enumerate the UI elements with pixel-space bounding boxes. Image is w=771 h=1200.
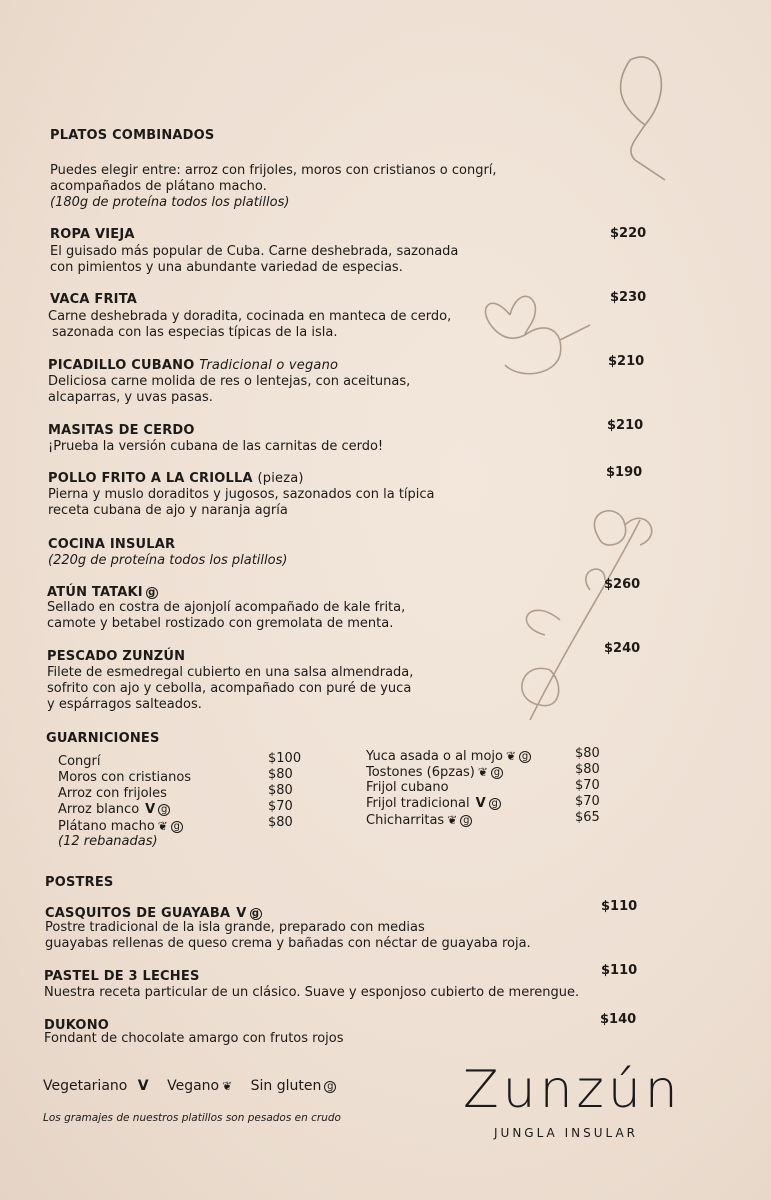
gluten-free-icon: g <box>250 908 262 920</box>
footnote: Los gramajes de nuestros platillos son pesados en crudo <box>43 1112 341 1124</box>
item-desc: Pierna y muslo doraditos y jugosos, sazonados con la típica <box>48 487 435 502</box>
gluten-free-icon: g <box>324 1081 336 1093</box>
item-desc: camote y betabel rostizado con gremolata de menta. <box>47 616 394 631</box>
item-name-note: Tradicional o vegano <box>199 358 339 373</box>
item-name: MASITAS DE CERDO <box>48 423 195 438</box>
gluten-free-icon: g <box>171 821 183 833</box>
item-price: $210 <box>608 354 645 369</box>
section-title-platos: PLATOS COMBINADOS <box>50 128 215 143</box>
side-name: Congrí <box>58 754 101 769</box>
legend-sin-gluten: Sin gluten <box>250 1078 322 1094</box>
item-desc: El guisado más popular de Cuba. Carne deshebrada, sazonada <box>50 244 459 259</box>
side-name: Yuca asada o al mojo ❦ g <box>366 748 531 764</box>
sides-left-names <box>58 754 191 850</box>
item-name: POLLO FRITO A LA CRIOLLA (pieza) <box>48 471 304 486</box>
item-desc: ¡Prueba la versión cubana de las carnitas de cerdo! <box>48 439 384 454</box>
section-title-cocina: COCINA INSULAR <box>48 537 176 552</box>
item-name: PICADILLO CUBANO Tradicional o vegano <box>48 358 339 373</box>
item-desc: Filete de esmedregal cubierto en una salsa almendrada, <box>47 665 414 680</box>
sides-right-prices <box>575 746 600 826</box>
vegetarian-icon: V <box>236 906 247 921</box>
side-price: $80 <box>268 783 293 798</box>
side-price: $70 <box>575 794 600 809</box>
sides-left-prices <box>268 751 301 831</box>
vine-doodle <box>490 500 660 730</box>
item-price: $220 <box>610 226 647 241</box>
side-price: $65 <box>575 810 600 825</box>
gluten-free-icon: g <box>460 815 472 827</box>
item-desc: Carne deshebrada y doradita, cocinada en manteca de cerdo, <box>48 309 452 324</box>
item-price: $210 <box>607 418 644 433</box>
item-price: $110 <box>601 963 638 978</box>
legend-vegetariano: Vegetariano <box>43 1078 128 1094</box>
side-price: $80 <box>575 762 600 777</box>
leaf-icon: ❦ <box>447 813 458 827</box>
gluten-free-icon: g <box>146 587 158 599</box>
item-desc: receta cubana de ajo y naranja agría <box>48 503 288 518</box>
item-name: ROPA VIEJA <box>50 227 135 242</box>
item-desc: sofrito con ajo y cebolla, acompañado con puré de yuca <box>47 681 412 696</box>
item-name: PESCADO ZUNZÚN <box>47 649 186 664</box>
item-desc: Deliciosa carne molida de res o lentejas, con aceitunas, <box>48 374 411 389</box>
side-price: $80 <box>268 767 293 782</box>
item-desc: Fondant de chocolate amargo con frutos rojos <box>44 1031 344 1046</box>
side-price: $70 <box>575 778 600 793</box>
side-name: Arroz con frijoles <box>58 786 167 801</box>
side-name: Frijol cubano <box>366 780 449 795</box>
vegetarian-icon: V <box>145 802 156 817</box>
gluten-free-icon: g <box>491 767 503 779</box>
item-price: $230 <box>610 290 647 305</box>
item-name: VACA FRITA <box>50 292 138 307</box>
platos-intro-line2: acompañados de plátano macho. <box>50 179 267 194</box>
brand-logo: Zunzún <box>463 1060 682 1120</box>
leaf-icon: ❦ <box>222 1079 233 1093</box>
item-price: $260 <box>604 577 641 592</box>
leaf-icon: ❦ <box>477 765 488 779</box>
item-name: PASTEL DE 3 LECHES <box>44 969 200 984</box>
side-price: $80 <box>575 746 600 761</box>
legend-vegano: Vegano <box>167 1078 220 1094</box>
item-name-note: (pieza) <box>257 471 304 486</box>
side-name: Plátano macho ❦ g <box>58 818 191 834</box>
item-desc: guayabas rellenas de queso crema y bañadas con néctar de guayaba roja. <box>45 936 531 951</box>
item-price: $240 <box>604 641 641 656</box>
gluten-free-icon: g <box>158 804 170 816</box>
item-desc: Postre tradicional de la isla grande, preparado con medias <box>45 920 425 935</box>
leaf-doodle-top <box>590 50 680 190</box>
side-name: Tostones (6pzas) ❦ g <box>366 764 531 780</box>
side-note: (12 rebanadas) <box>58 834 158 849</box>
side-name: Moros con cristianos <box>58 770 192 785</box>
item-desc: Sellado en costra de ajonjolí acompañado de kale frita, <box>47 600 406 615</box>
item-name: CASQUITOS DE GUAYABA V g <box>45 906 262 921</box>
brand-tagline: JUNGLA INSULAR <box>494 1126 639 1140</box>
bird-doodle <box>470 285 600 395</box>
side-price: $70 <box>268 799 293 814</box>
gluten-free-icon: g <box>519 751 531 763</box>
vegetarian-icon: V <box>137 1078 149 1094</box>
sides-right-names <box>366 748 531 828</box>
item-desc: y espárragos salteados. <box>47 697 202 712</box>
side-name: Chicharritas ❦ g <box>366 812 531 828</box>
item-desc: con pimientos y una abundante variedad de especias. <box>50 260 403 275</box>
item-desc: sazonada con las especias típicas de la isla. <box>52 325 338 340</box>
item-name: ATÚN TATAKI g <box>47 585 158 600</box>
gluten-free-icon: g <box>489 798 501 810</box>
vegetarian-icon: V <box>475 796 486 811</box>
item-name: DUKONO <box>44 1018 110 1033</box>
item-price: $110 <box>601 899 638 914</box>
cocina-note: (220g de proteína todos los platillos) <box>48 553 288 568</box>
side-name: Frijol tradicional V g <box>366 796 531 812</box>
section-title-guarniciones: GUARNICIONES <box>46 731 160 746</box>
platos-intro-note: (180g de proteína todos los platillos) <box>50 195 290 210</box>
side-name: Arroz blanco V g <box>58 802 191 818</box>
dietary-legend <box>43 1078 336 1094</box>
leaf-icon: ❦ <box>505 749 517 763</box>
item-desc: Nuestra receta particular de un clásico. Suave y esponjoso cubierto de merengue. <box>44 985 580 1000</box>
item-price: $140 <box>600 1012 637 1027</box>
side-price: $80 <box>268 815 293 830</box>
item-price: $190 <box>606 465 643 480</box>
leaf-icon: ❦ <box>157 819 168 833</box>
platos-intro-line1: Puedes elegir entre: arroz con frijoles, moros con cristianos o congrí, <box>50 163 497 178</box>
side-price: $100 <box>268 751 302 766</box>
item-desc: alcaparras, y uvas pasas. <box>48 390 213 405</box>
section-title-postres: POSTRES <box>45 875 114 890</box>
